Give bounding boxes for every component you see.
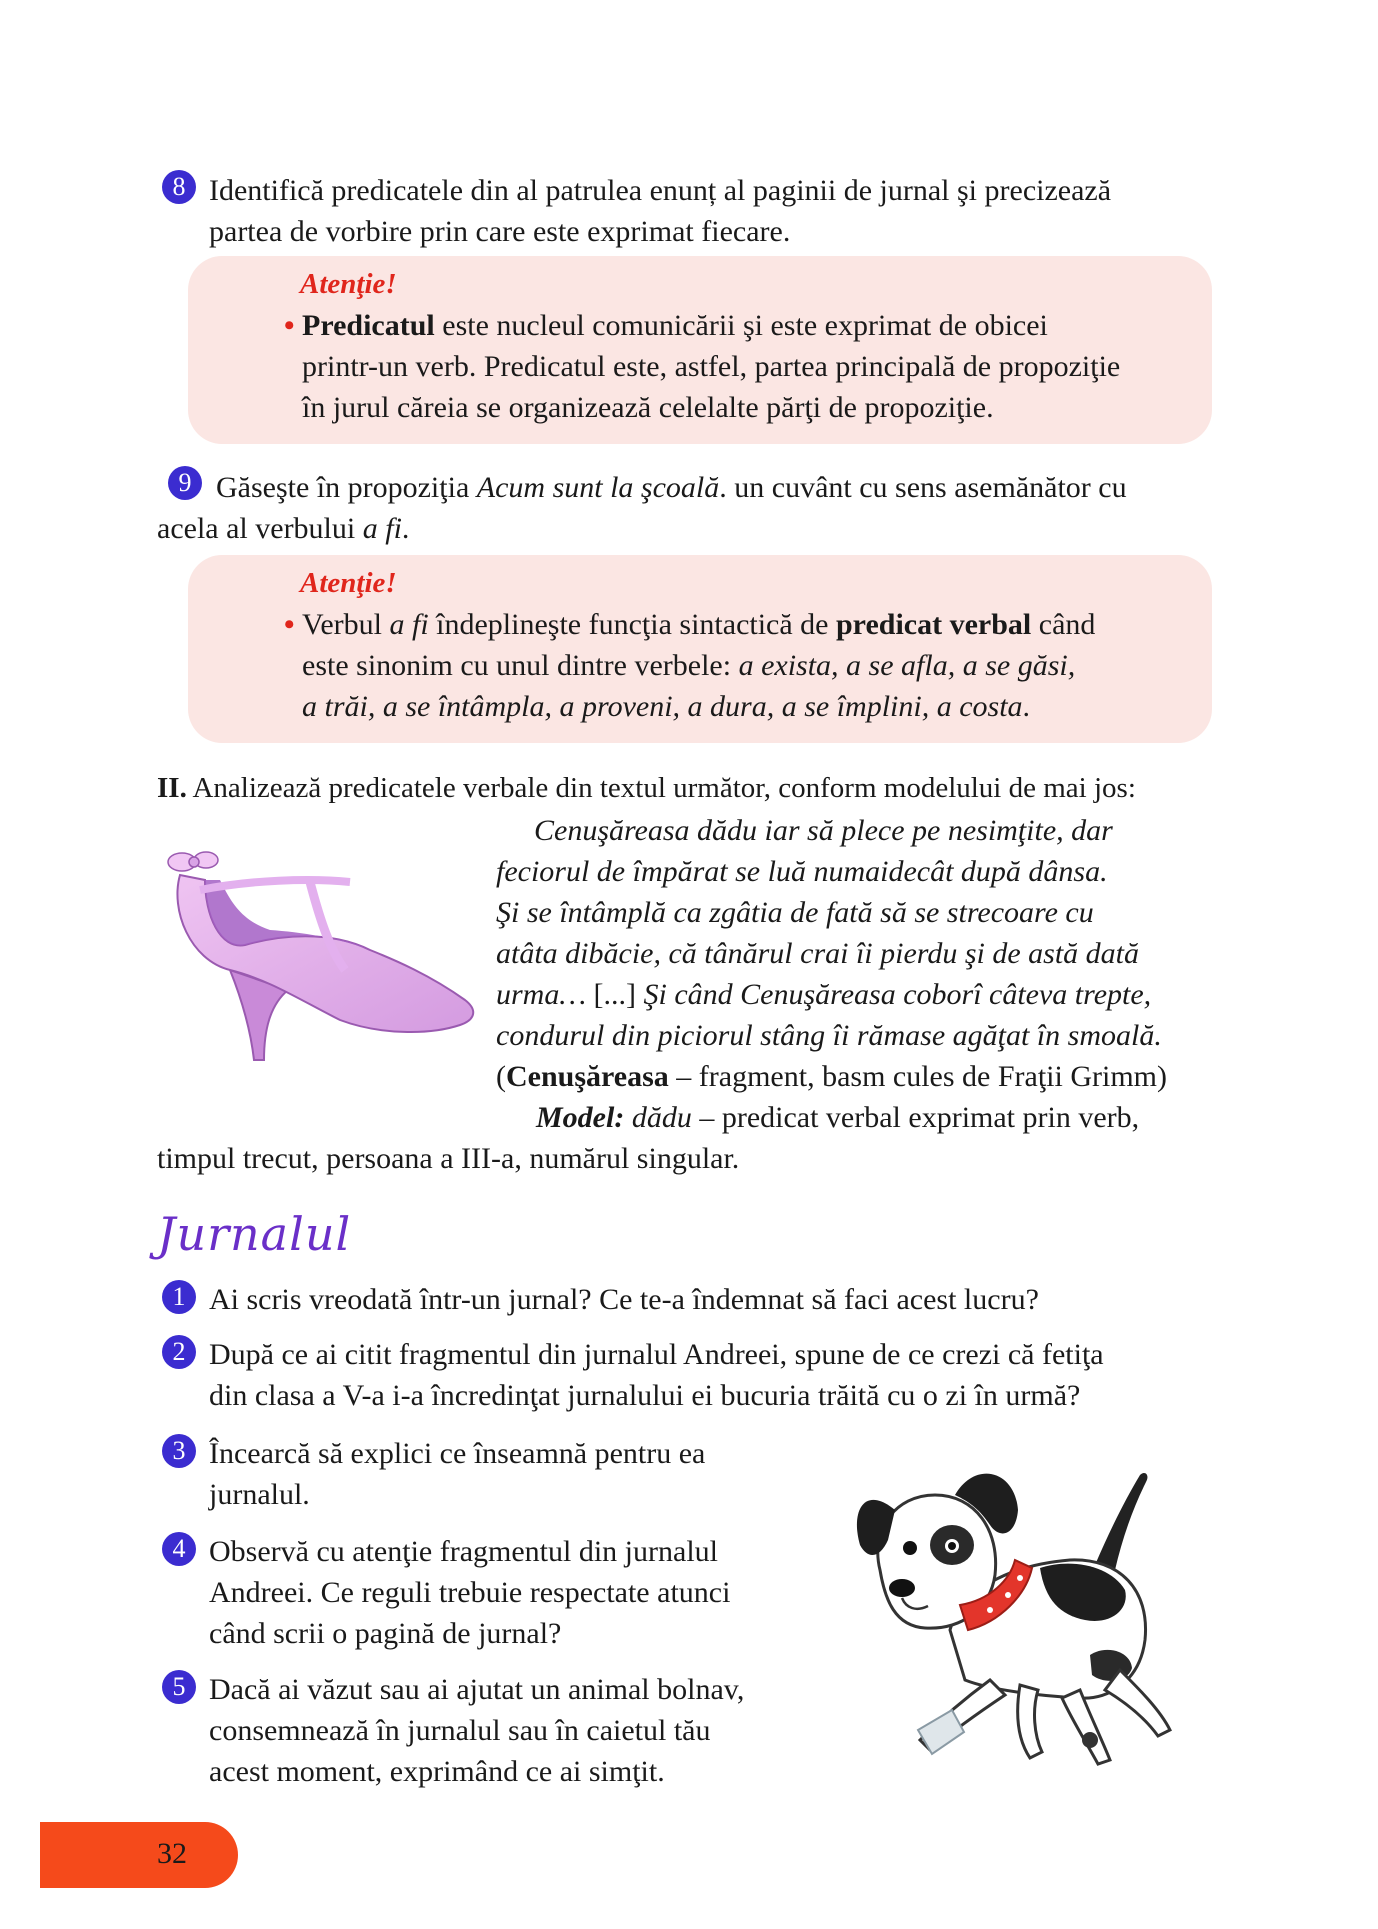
journal-question-5: Dacă ai văzut sau ai ajutat un animal bolnav, consemnează în jurnalul sau în caietul tău acest moment, exprimând ce ai simţit. (209, 1673, 745, 1788)
model-line: Model: dădu – predicat verbal exprimat prin verb, (536, 1101, 1140, 1134)
page-number: 32 (157, 1837, 187, 1870)
question-number-badge: 1 (162, 1280, 196, 1314)
journal-question-4: Observă cu atenţie fragmentul din jurnalul Andreei. Ce reguli trebuie respectate atunci când scrii o pagină de jurnal? (209, 1535, 731, 1650)
question-number-badge: 5 (162, 1670, 196, 1704)
journal-question-3: Încearcă să explici ce înseamnă pentru ea jurnalul. (209, 1437, 706, 1511)
story-line: atâta dibăcie, că tânărul crai îi pierdu şi de astă dată (496, 937, 1140, 970)
question-number-badge: 3 (162, 1434, 196, 1468)
question-line: partea de vorbire prin care este exprimat fiecare. (209, 215, 791, 248)
story-line: Şi se întâmplă ca zgâtia de fată să se strecoare cu (496, 896, 1094, 929)
story-line: Cenuşăreasa dădu iar să plece pe nesimţite, dar (534, 814, 1113, 847)
note-title: Atenţie! (300, 567, 397, 599)
bullet-icon: • (284, 608, 295, 641)
page-number-tab (40, 1822, 238, 1888)
question-line: Identifică predicatele din al patrulea enunț al paginii de jurnal şi precizează (209, 174, 1112, 207)
journal-question-1: Ai scris vreodată într-un jurnal? Ce te-a îndemnat să faci acest lucru? (209, 1283, 1039, 1316)
question-8-text (209, 170, 1239, 252)
model-line-2: timpul trecut, persoana a III-a, numărul singular. (157, 1142, 740, 1175)
question-number-badge: 9 (168, 466, 202, 500)
question-number-badge: 4 (162, 1532, 196, 1566)
question-number-badge: 2 (162, 1335, 196, 1369)
question-number-badge: 8 (162, 170, 196, 204)
story-line: urma… [...] Şi când Cenuşăreasa coborî câteva trepte, (496, 978, 1152, 1011)
shoe-illustration (160, 820, 480, 1070)
story-excerpt (496, 810, 1236, 1056)
story-line: feciorul de împărat se luă numaidecât după dânsa. (496, 855, 1108, 888)
question-9-line1: Găseşte în propoziţia Acum sunt la şcoală. un cuvânt cu sens asemănător cu (216, 471, 1127, 504)
question-9-line2: acela al verbului a fi. (157, 512, 410, 545)
section-title: Jurnalul (157, 1207, 352, 1261)
note-title: Atenţie! (300, 268, 397, 300)
journal-question-2: După ce ai citit fragmentul din jurnalul Andreei, spune de ce crezi că fetiţa din clasa a V-a i-a încredinţat jurnalului ei bucuria trăită cu o zi în urmă? (209, 1338, 1104, 1412)
story-source: (Cenuşăreasa – fragment, basm cules de Fraţii Grimm) (496, 1060, 1168, 1093)
exercise-2-instruction: II. Analizează predicatele verbale din textul următor, conform modelului de mai jos: (157, 772, 1136, 804)
bullet-icon: • (284, 309, 295, 342)
note-body: • Verbul a fi îndeplineşte funcţia sintactică de predicat verbal când este sinonim cu unul dintre verbele: a exista, a se afla, a se găsi, a trăi, a se întâmpla, a proveni, a dura, a se împlini, a costa. (302, 604, 1194, 727)
dog-illustration (840, 1440, 1190, 1790)
story-line: condurul din piciorul stâng îi rămase agăţat în smoală. (496, 1019, 1162, 1052)
note-body: • Predicatul este nucleul comunicării şi este exprimat de obicei printr-un verb. Predicatul este, astfel, partea principală de propoziţie în jurul căreia se organizează celelalte părţi de propoziţie. (302, 305, 1194, 428)
